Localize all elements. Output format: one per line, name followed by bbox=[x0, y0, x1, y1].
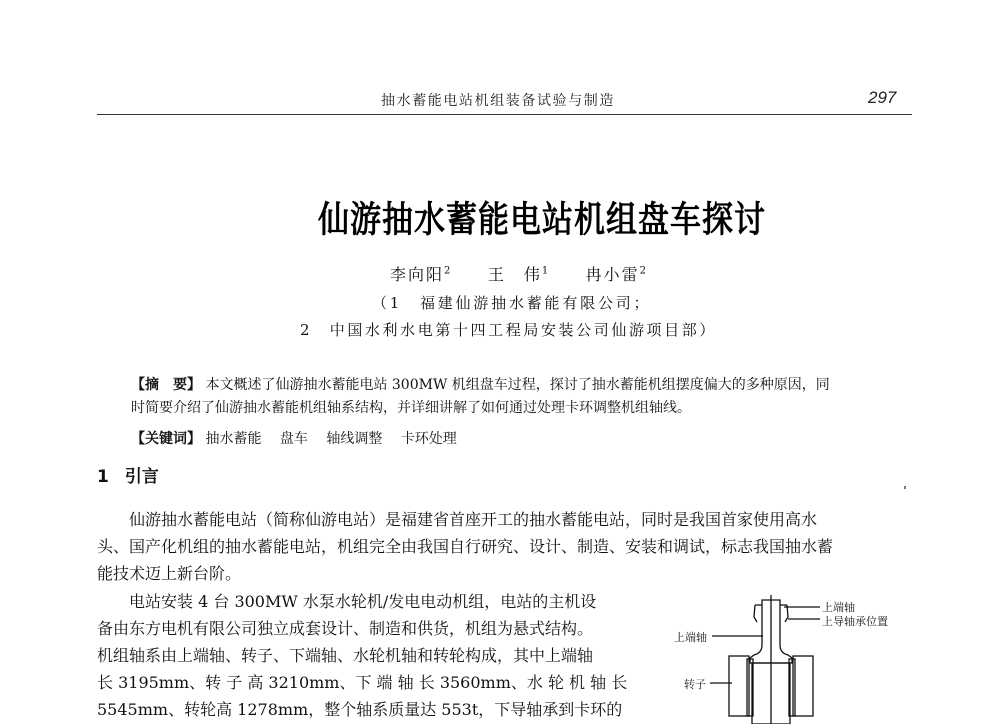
abstract-text-line: 时简要介绍了仙游抽水蓄能机组轴系结构，并详细讲解了如何通过处理卡环调整机组轴线。 bbox=[131, 400, 691, 416]
abstract-label: 【摘 要】 bbox=[131, 377, 201, 393]
paragraph-line: 机组轴系由上端轴、转子、下端轴、水轮机轴和转轮构成，其中上端轴 bbox=[97, 646, 594, 665]
keyword: 抽水蓄能 bbox=[205, 431, 262, 447]
author-list bbox=[390, 262, 648, 285]
paragraph-intro bbox=[97, 506, 917, 587]
paragraph-line: 能技术迈上新台阶。 bbox=[97, 564, 242, 583]
paragraph-shaft-system bbox=[97, 588, 657, 723]
section-title: 引言 bbox=[124, 467, 159, 487]
section-heading bbox=[97, 462, 159, 487]
author-affiliation-mark: 2 bbox=[639, 265, 649, 277]
paragraph-line: 电站安装 4 台 300MW 水泵水轮机/发电电动机组，电站的主机设 bbox=[97, 592, 597, 611]
shaft-diagram-drawing bbox=[660, 585, 920, 724]
abstract bbox=[131, 374, 901, 420]
paragraph-line: 仙游抽水蓄能电站（简称仙游电站）是福建省首座开工的抽水蓄能电站，同时是我国首家使用高水 bbox=[97, 510, 818, 529]
figure-label-upper-shaft: 上端轴 bbox=[822, 601, 855, 614]
abstract-text-line: 本文概述了仙游抽水蓄能电站 300MW 机组盘车过程，探讨了抽水蓄能机组摆度偏大的多种原因，同 bbox=[205, 377, 830, 393]
paragraph-line: 备由东方电机有限公司独立成套设计、制造和供货，机组为悬式结构。 bbox=[97, 619, 594, 638]
scan-speck bbox=[904, 486, 906, 489]
keywords bbox=[131, 428, 471, 448]
affiliation-1: （1 福建仙游抽水蓄能有限公司； bbox=[372, 294, 652, 312]
figure-label-rotor: 转子 bbox=[684, 678, 706, 691]
author-name: 王 伟 bbox=[487, 265, 542, 284]
page-number: 297 bbox=[868, 88, 897, 107]
paragraph-line: 长 3195mm、转 子 高 3210mm、下 端 轴 长 3560mm、水 轮 机 轴 长 bbox=[97, 673, 628, 692]
figure-label-upper-guide-bearing: 上导轴承位置 bbox=[822, 615, 888, 628]
author-affiliation-mark: 2 bbox=[444, 265, 453, 277]
keyword: 轴线调整 bbox=[326, 431, 383, 447]
keyword: 卡环处理 bbox=[400, 431, 457, 447]
author-name: 李向阳 bbox=[390, 265, 445, 284]
header-rule bbox=[97, 114, 912, 115]
running-header-title: 抽水蓄能电站机组装备试验与制造 bbox=[381, 93, 615, 109]
keywords-label: 【关键词】 bbox=[131, 431, 201, 447]
paragraph-line: 5545mm、转轮高 1278mm，整个轴系质量达 553t，下导轴承到卡环的 bbox=[97, 700, 623, 719]
author-affiliation-mark: 1 bbox=[541, 265, 551, 277]
section-number: 1 bbox=[97, 467, 109, 487]
paragraph-line: 头、国产化机组的抽水蓄能电站，机组完全由我国自行研究、设计、制造、安装和调试，标志我国抽水蓄 bbox=[97, 537, 834, 556]
figure-label-upper-shaft-left: 上端轴 bbox=[674, 631, 707, 644]
keyword: 盘车 bbox=[279, 431, 308, 447]
shaft-system-figure bbox=[660, 585, 920, 724]
affiliation-2: 2 中国水利水电第十四工程局安装公司仙游项目部） bbox=[300, 321, 717, 339]
author-name: 冉小雷 bbox=[585, 265, 640, 284]
article-title: 仙游抽水蓄能电站机组盘车探讨 bbox=[318, 199, 766, 241]
